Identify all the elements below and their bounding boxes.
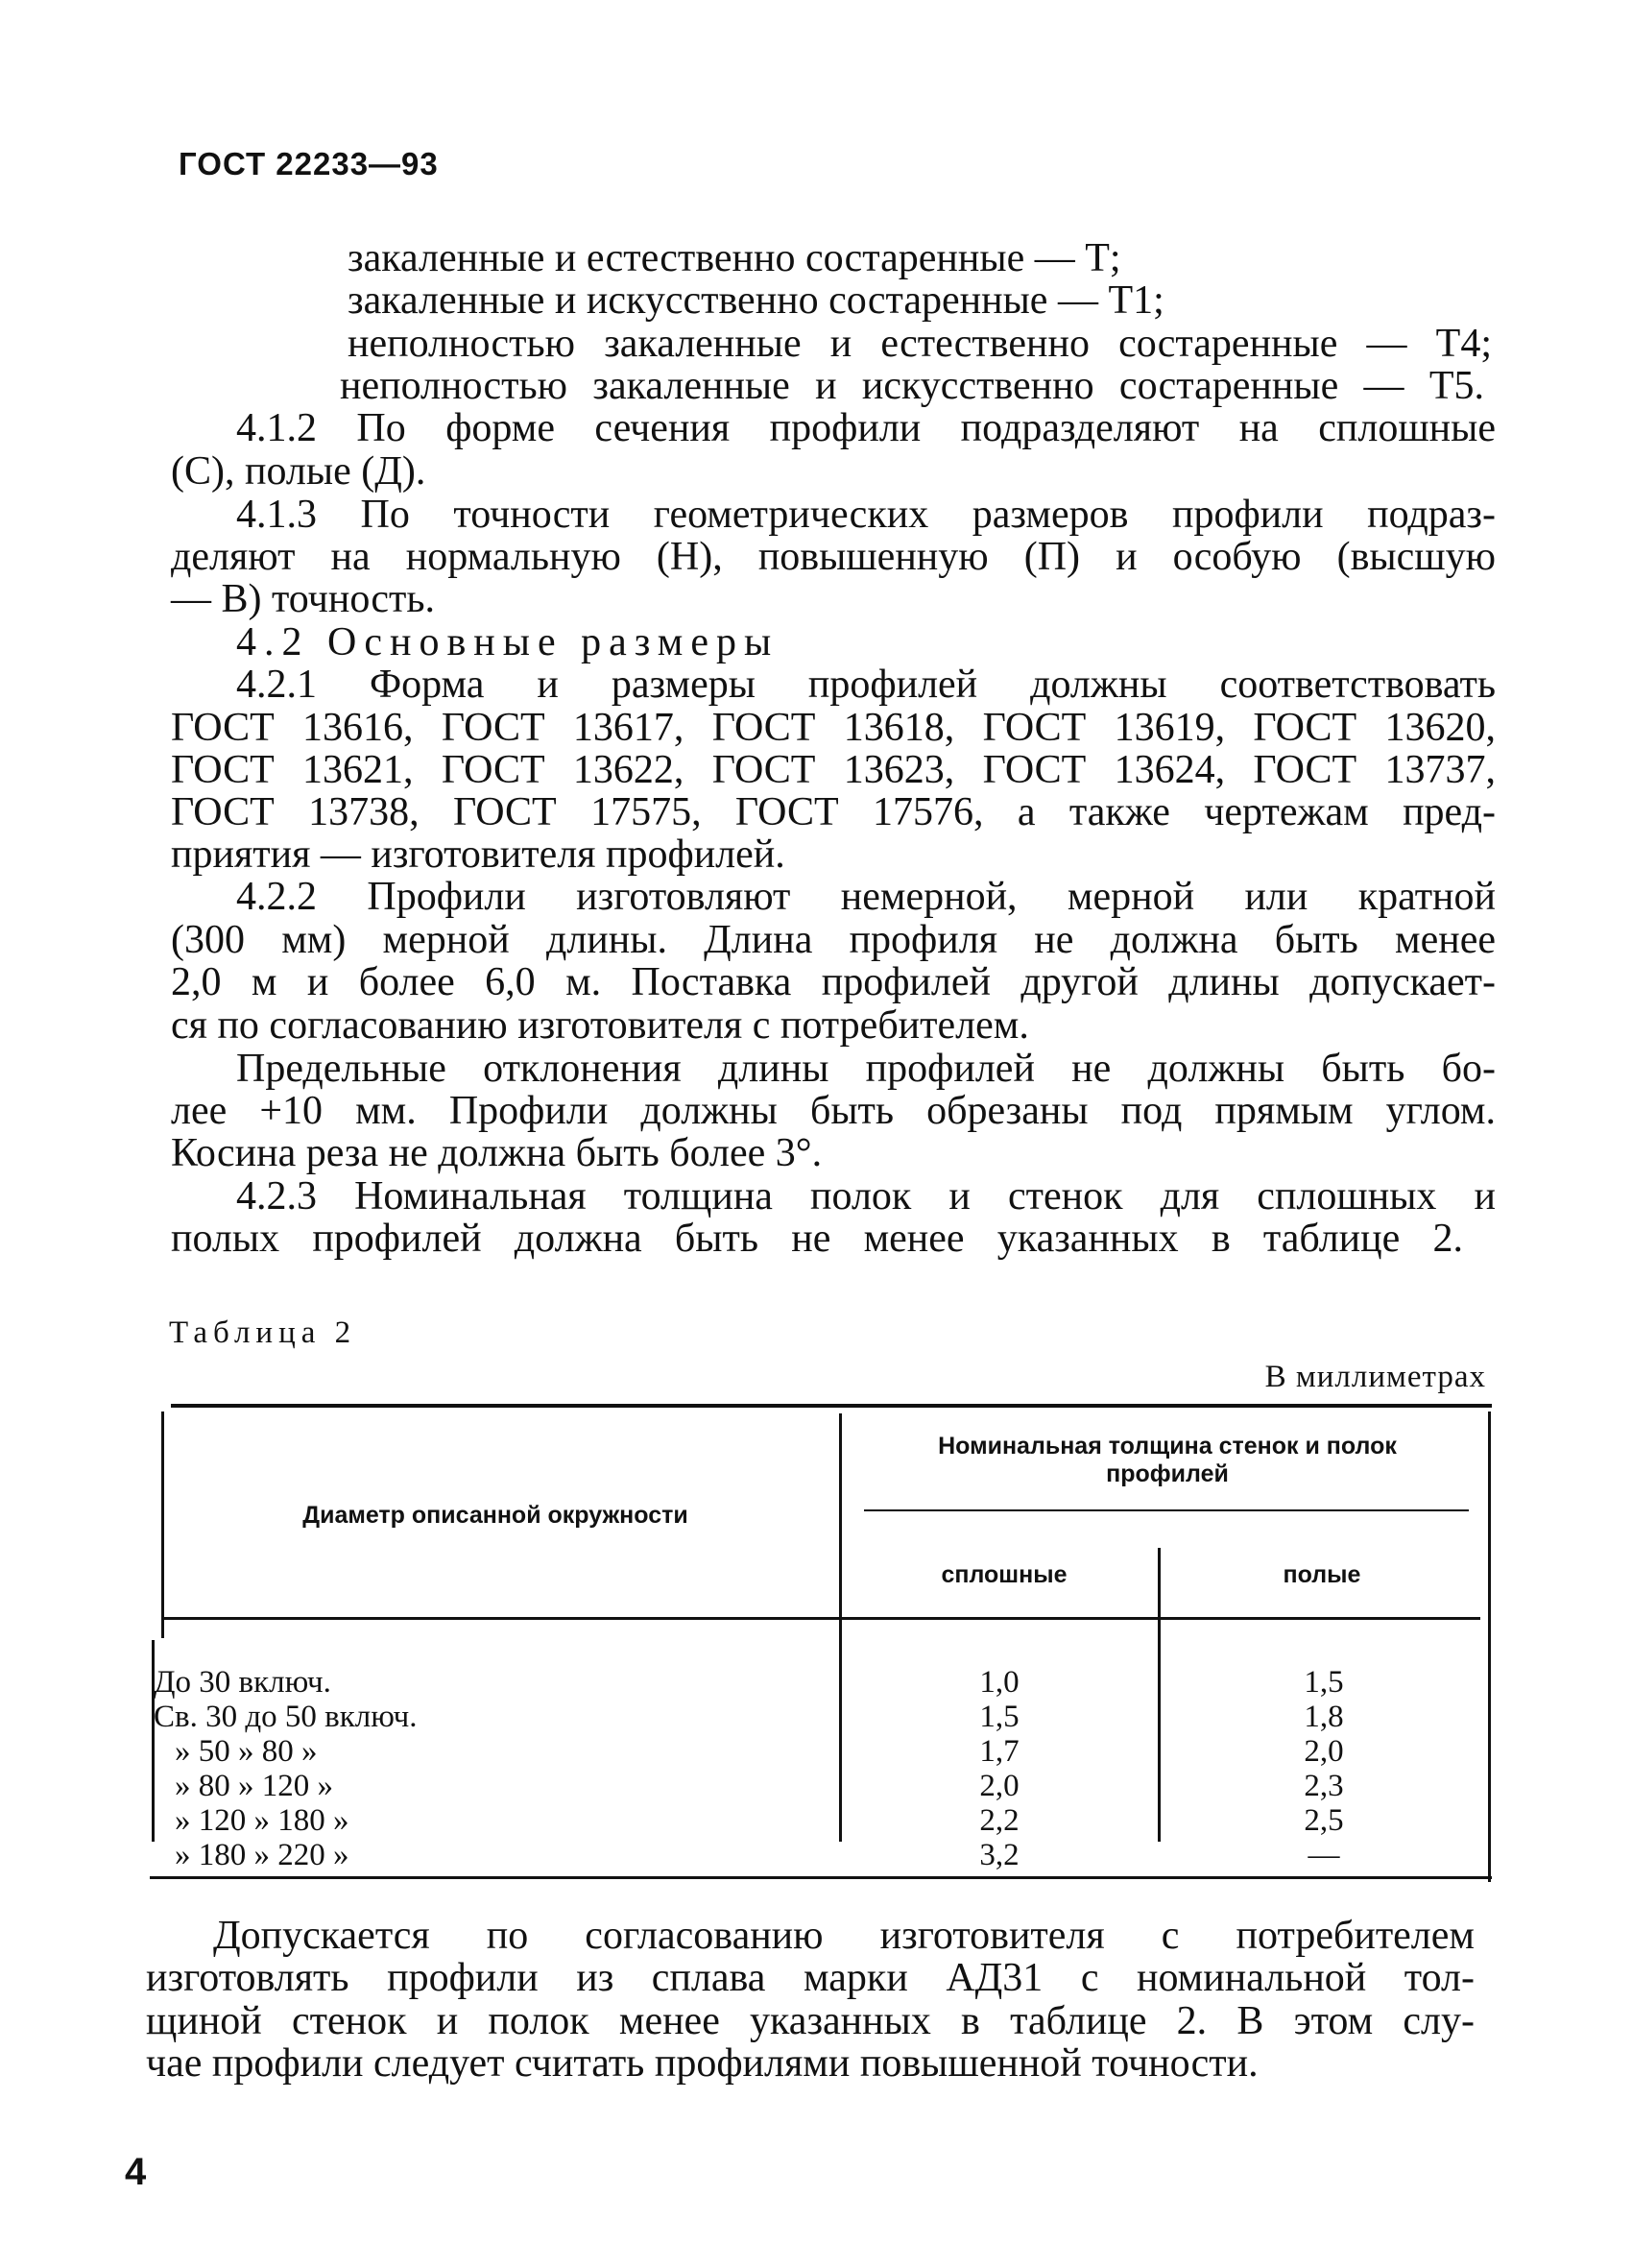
text-line: 4.2.2 Профили изготовляют немерной, мерной или кратной (236, 875, 1496, 919)
text-line: 4.1.3 По точности геометрических размеров профили подраз- (236, 493, 1496, 537)
hollow-column (1161, 1665, 1487, 1872)
table-row-diameter: » 80 » 120 » (175, 1769, 333, 1803)
text-line: ся по согласованию изготовителя с потребителем. (171, 1003, 1029, 1048)
text-line: неполностью закаленные и искусственно состаренные — Т5. (340, 364, 1484, 408)
header-thickness-group: Номинальная толщина стенок и полок профилей (938, 1433, 1397, 1487)
table-row-diameter: » 120 » 180 » (175, 1803, 349, 1838)
table-cell-hollow: 2,5 (1304, 1803, 1344, 1838)
table-cell-solid: 1,7 (979, 1734, 1020, 1769)
text-line: (С), полые (Д). (171, 449, 426, 494)
table-row-diameter: » 50 » 80 » (175, 1734, 318, 1769)
text-line: деляют на нормальную (Н), повышенную (П) и особую (высшую (171, 535, 1496, 579)
table-cell-solid: 2,0 (979, 1769, 1020, 1803)
table-row-diameter: Св. 30 до 50 включ. (154, 1700, 418, 1734)
table-caption: Таблица 2 (169, 1315, 357, 1350)
text-line: (300 мм) мерной длины. Длина профиля не должна быть менее (171, 918, 1496, 962)
table-cell-hollow: 1,8 (1304, 1700, 1344, 1734)
text-line: чае профили следует считать профилями повышенной точности. (146, 2041, 1259, 2086)
document-header: ГОСТ 22233—93 (179, 146, 439, 181)
table-cell-solid: 1,5 (979, 1700, 1020, 1734)
header-diameter: Диаметр описанной окружности (302, 1502, 688, 1529)
text-line: ГОСТ 13616, ГОСТ 13617, ГОСТ 13618, ГОСТ 13619, ГОСТ 13620, (171, 706, 1496, 750)
table-row-diameter: До 30 включ. (154, 1665, 331, 1700)
text-line: Предельные отклонения длины профилей не должны быть бо- (236, 1047, 1496, 1091)
text-line: закаленные и искусственно состаренные — Т1; (348, 278, 1164, 323)
text-line: изготовлять профили из сплава марки АД31 с номинальной тол- (146, 1956, 1475, 2000)
header-solid: сплошные (941, 1561, 1068, 1588)
thickness-table (150, 1404, 1492, 1882)
text-line: приятия — изготовителя профилей. (171, 832, 785, 877)
table-cell-solid: 1,0 (979, 1665, 1020, 1700)
table-cell-hollow: 2,0 (1304, 1734, 1344, 1769)
header-bottom-rule (161, 1617, 1480, 1620)
text-line: щиной стенок и полок менее указанных в таблице 2. В этом слу- (146, 1999, 1475, 2043)
section-heading: 4.2 Основные размеры (236, 620, 780, 664)
text-line: неполностью закаленные и естественно состаренные — Т4; (348, 322, 1492, 366)
text-line: 4.1.2 По форме сечения профили подразделяют на сплошные (236, 406, 1496, 450)
table-left-rule (161, 1411, 164, 1638)
header-group-rule (864, 1509, 1469, 1511)
table-cell-hollow: — (1308, 1838, 1340, 1872)
table-cell-solid: 2,2 (979, 1803, 1020, 1838)
table-units: В миллиметрах (1264, 1360, 1486, 1394)
text-line: закаленные и естественно состаренные — Т; (348, 236, 1121, 280)
solid-column (841, 1665, 1158, 1872)
text-line: 4.2.3 Номинальная толщина полок и стенок для сплошных и (236, 1174, 1496, 1218)
page-number: 4 (125, 2151, 147, 2193)
table-bottom-rule (150, 1876, 1492, 1879)
table-cell-hollow: 1,5 (1304, 1665, 1344, 1700)
text-line: полых профилей должна быть не менее указанных в таблице 2. (171, 1217, 1463, 1261)
text-line: ГОСТ 13738, ГОСТ 17575, ГОСТ 17576, а также чертежам пред- (171, 790, 1496, 834)
header-hollow: полые (1283, 1561, 1361, 1588)
text-line: лее +10 мм. Профили должны быть обрезаны под прямым углом. (171, 1089, 1496, 1133)
text-line: — В) точность. (171, 577, 436, 621)
text-line: ГОСТ 13621, ГОСТ 13622, ГОСТ 13623, ГОСТ 13624, ГОСТ 13737, (171, 748, 1496, 792)
text-line: Косина реза не должна быть более 3°. (171, 1131, 823, 1175)
table-row-diameter: » 180 » 220 » (175, 1838, 349, 1872)
text-line: 2,0 м и более 6,0 м. Поставка профилей другой длины допускает- (171, 960, 1496, 1004)
table-right-rule (1488, 1411, 1491, 1882)
diameter-column (154, 1665, 417, 1872)
text-line: Допускается по согласованию изготовителя с потребителем (213, 1914, 1475, 1958)
table-cell-hollow: 2,3 (1304, 1769, 1344, 1803)
table-top-rule (171, 1404, 1492, 1408)
text-line: 4.2.1 Форма и размеры профилей должны соответствовать (236, 663, 1496, 707)
table-cell-solid: 3,2 (979, 1838, 1020, 1872)
